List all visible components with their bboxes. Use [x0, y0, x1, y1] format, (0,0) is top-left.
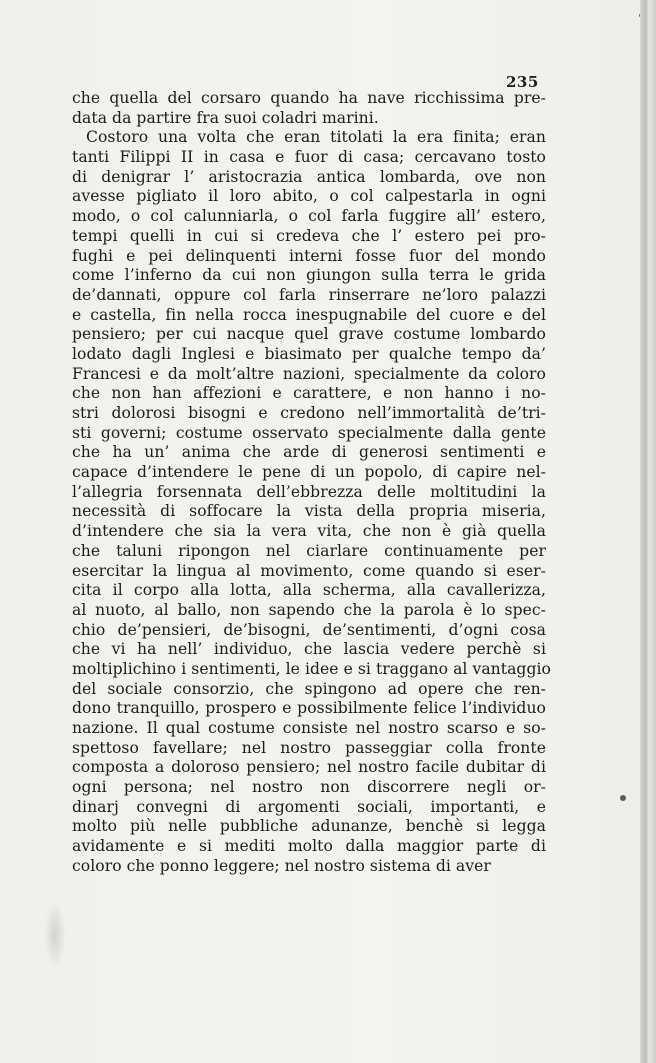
- text-line: al nuoto, al ballo, non sapendo che la parola è lo spec-: [72, 600, 546, 619]
- text-line: molto più nelle pubbliche adunanze, benchè si legga: [72, 817, 546, 836]
- text-line: l’allegria forsennata dell’ebbrezza delle moltitudini la: [72, 482, 546, 501]
- text-line: spettoso favellare; nel nostro passeggiar colla fronte: [72, 738, 546, 757]
- text-line: Francesi e da molt’altre nazioni, specialmente da coloro: [72, 364, 546, 383]
- text-line: dinarj convegni di argomenti sociali, importanti, e: [72, 797, 546, 816]
- text-line: d’intendere che sia la vera vita, che non è già quella: [72, 522, 546, 541]
- text-line: stri dolorosi bisogni e credono nell’immortalità de’tri-: [72, 404, 546, 422]
- text-line: come l’inferno da cui non giungon sulla terra le grida: [72, 266, 546, 285]
- text-line: moltiplichino i sentimenti, le idee e si traggano al vantaggio: [72, 659, 551, 678]
- text-line: data da partire fra suoi coladri marini.: [72, 108, 379, 127]
- text-line: avidamente e si mediti molto dalla maggior parte di: [72, 837, 546, 856]
- text-line: ogni persona; nel nostro non discorrere negli or-: [72, 778, 546, 797]
- page-number: 235: [506, 73, 539, 91]
- text-line: nazione. Il qual costume consiste nel nostro scarso e so-: [72, 719, 546, 737]
- text-line: lodato dagli Inglesi e biasimato per qualche tempo da’: [72, 344, 546, 363]
- paper-smudge: [44, 900, 66, 970]
- text-line: capace d’intendere le pene di un popolo, di capire nel-: [72, 463, 546, 482]
- text-line: esercitar la lingua al movimento, come quando si eser-: [72, 561, 546, 580]
- text-line: di denigrar l’ aristocrazia antica lombarda, ove non: [72, 167, 546, 186]
- text-line: fughi e pei delinquenti interni fosse fuor del mondo: [72, 246, 546, 265]
- text-line: dono tranquillo, prospero e possibilmente felice l’individuo: [72, 699, 546, 718]
- text-line: cita il corpo alla lotta, alla scherma, alla cavallerizza,: [72, 581, 546, 600]
- page-edge: [640, 0, 656, 1063]
- text-line: pensiero; per cui nacque quel grave costume lombardo: [72, 325, 546, 344]
- text-line: necessità di soffocare la vista della propria miseria,: [72, 502, 546, 521]
- text-line: che quella del corsaro quando ha nave ricchissima pre-: [72, 89, 546, 107]
- text-line: chio de’pensieri, de’bisogni, de’sentimenti, d’ogni cosa: [72, 620, 546, 639]
- text-line: modo, o col calunniarla, o col farla fuggire all’ estero,: [72, 207, 546, 226]
- text-line: che ha un’ anima che arde di generosi sentimenti e: [72, 443, 546, 462]
- text-line: coloro che ponno leggere; nel nostro sistema di aver: [72, 856, 491, 875]
- text-line: del sociale consorzio, che spingono ad opere che ren-: [72, 679, 546, 698]
- text-line: sti governi; costume osservato specialmente dalla gente: [72, 423, 546, 442]
- text-line: tempi quelli in cui si credeva che l’ estero pei pro-: [72, 226, 546, 245]
- text-line: che vi ha nell’ individuo, che lascia vedere perchè si: [72, 640, 546, 659]
- text-line: che non han affezioni e carattere, e non hanno i no-: [72, 384, 546, 403]
- text-line: tanti Filippi II in casa e fuor di casa; cercavano tosto: [72, 148, 546, 167]
- print-speck: [620, 795, 626, 801]
- text-line: e castella, fin nella rocca inespugnabile del cuore e del: [72, 305, 546, 324]
- text-line: che taluni ripongon nel ciarlare continuamente per: [72, 541, 546, 560]
- text-line: avesse pigliato il loro abito, o col calpestarla in ogni: [72, 187, 546, 206]
- text-line: composta a doloroso pensiero; nel nostro facile dubitar di: [72, 758, 546, 777]
- text-line: Costoro una volta che eran titolati la era finita; eran: [86, 128, 546, 147]
- body-text: [72, 89, 551, 877]
- text-line: de’dannati, oppure col farla rinserrare ne’loro palazzi: [72, 285, 546, 304]
